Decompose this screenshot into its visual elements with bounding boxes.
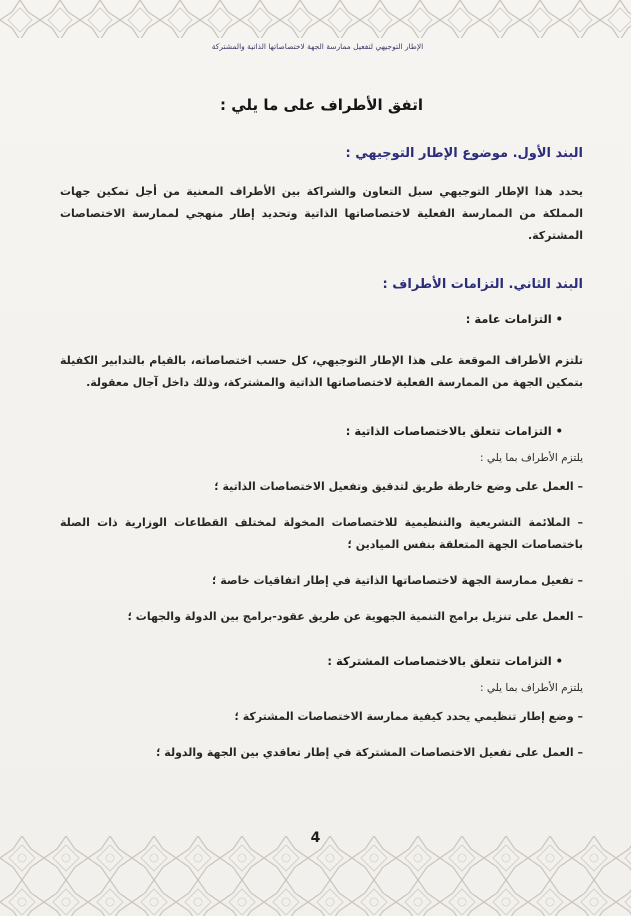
section-1-heading: البند الأول. موضوع الإطار التوجيهي : (345, 146, 583, 161)
section-2-heading: البند الثاني. التزامات الأطراف : (382, 277, 583, 292)
section-1-paragraph: يحدد هذا الإطار التوجيهي سبل التعاون والشراكة بين الأطراف المعنية من أجل تمكين جهات المملكة من الممارسة الفعلية لاختصاصاتها الذاتية وتحديد إطار منهجي لممارسة الاختصاصات المشتركة. (60, 185, 583, 242)
own-item-4: – العمل على تنزيل برامج التنمية الجهوية عن طريق عقود-برامج بين الدولة والجهات ؛ (127, 610, 583, 623)
own-item-1: – العمل على وضع خارطة طريق لتدقيق وتفعيل الاختصاصات الذاتية ؛ (214, 480, 583, 493)
own-item-3: – تفعيل ممارسة الجهة لاختصاصاتها الذاتية في إطار اتفاقيات خاصة ؛ (212, 574, 583, 587)
general-obligations-heading: • التزامات عامة : (465, 312, 563, 326)
general-obligations-paragraph: تلتزم الأطراف الموقعة على هذا الإطار التوجيهي، كل حسب اختصاصاته، بالقيام بالتدابير الكفيلة بتمكين الجهة من الممارسة الفعلية لاختصاصاتها الذاتية والمشتركة، وذلك داخل آجال معقولة. (60, 354, 583, 389)
shared-item-1: – وضع إطار تنظيمي يحدد كيفية ممارسة الاختصاصات المشتركة ؛ (234, 710, 583, 723)
own-item-2: – الملائمة التشريعية والتنظيمية للاختصاصات المخولة لمختلف القطاعات الوزارية ذات الصلة باختصاصات الجهة المتعلقة بنفس الميادين ؛ (60, 516, 583, 551)
shared-item-2: – العمل على تفعيل الاختصاصات المشتركة في إطار تعاقدي بين الجهة والدولة ؛ (156, 746, 583, 759)
main-title: اتفق الأطراف على ما يلي : (220, 96, 423, 114)
shared-competences-intro: يلتزم الأطراف بما يلي : (480, 682, 583, 694)
decorative-pattern-bottom (0, 836, 631, 916)
own-competences-heading: • التزامات تتعلق بالاختصاصات الذاتية : (345, 424, 563, 438)
running-header: الإطار التوجيهي لتفعيل ممارسة الجهة لاختصاصاتها الذاتية والمشتركة (211, 42, 424, 51)
own-competences-intro: يلتزم الأطراف بما يلي : (480, 452, 583, 464)
shared-competences-heading: • التزامات تتعلق بالاختصاصات المشتركة : (327, 654, 563, 668)
decorative-pattern-top (0, 0, 631, 38)
document-body (60, 96, 583, 778)
